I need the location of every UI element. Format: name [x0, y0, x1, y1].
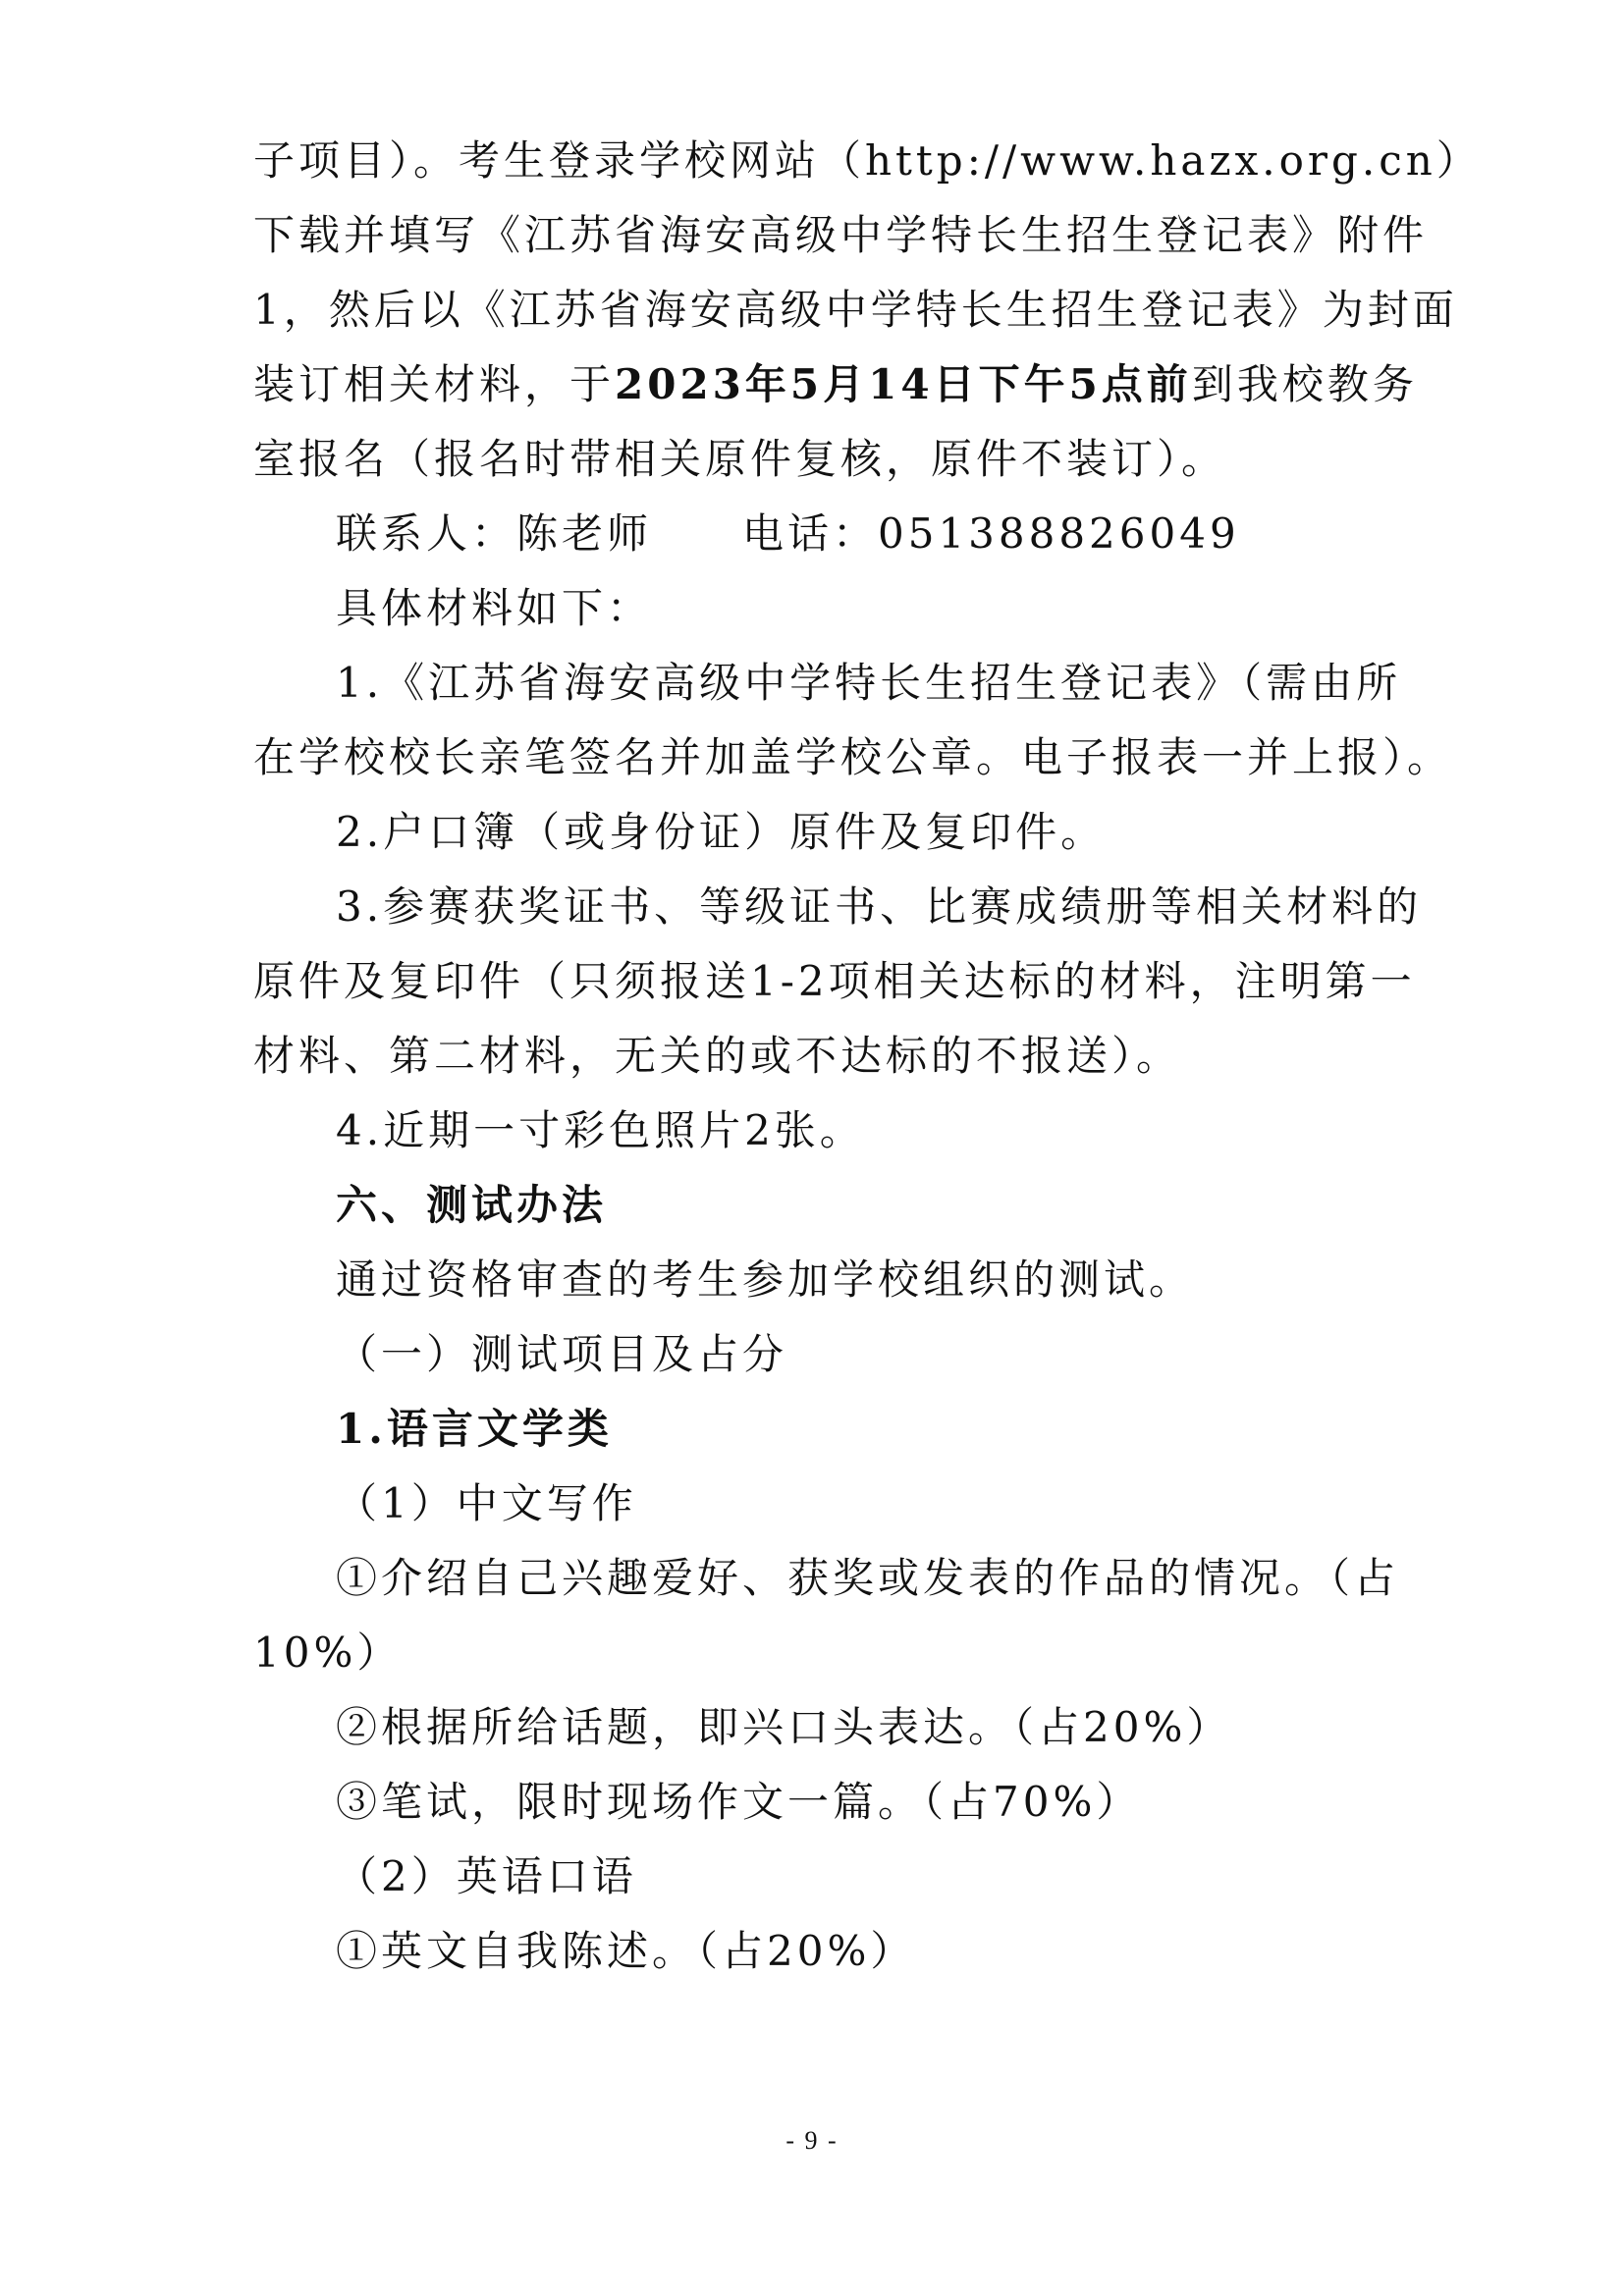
- list-item: 3.参赛获奖证书、等级证书、比赛成绩册等相关材料的: [336, 882, 1423, 931]
- body-paragraph-line: ①英文自我陈述。（占20%）: [336, 1927, 916, 1975]
- list-item-continuation: 原件及复印件（只须报送1-2项相关达标的材料，注明第一: [253, 957, 1416, 1005]
- body-paragraph-line: [253, 357, 1418, 412]
- list-item: 2.户口簿（或身份证）原件及复印件。: [336, 808, 1107, 856]
- list-item-continuation: 在学校校长亲笔签名并加盖学校公章。电子报表一并上报）。: [253, 733, 1453, 781]
- body-paragraph-line: ③笔试，限时现场作文一篇。（占70%）: [336, 1778, 1142, 1826]
- body-paragraph-line: 具体材料如下：: [336, 584, 653, 632]
- list-item-continuation: 材料、第二材料，无关的或不达标的不报送）。: [253, 1032, 1182, 1080]
- category-heading: 1.语言文学类: [336, 1405, 613, 1453]
- page-number: - 9 -: [785, 2126, 839, 2155]
- body-paragraph-line: 1，然后以《江苏省海安高级中学特长生招生登记表》为封面: [253, 286, 1458, 334]
- body-text: 到我校教务: [1191, 360, 1418, 408]
- body-paragraph-line: 子项目）。考生登录学校网站（http://www.hazx.org.cn）: [253, 136, 1482, 185]
- body-paragraph-line: ②根据所给话题，即兴口头表达。（占20%）: [336, 1703, 1232, 1751]
- body-paragraph-line: 室报名（报名时带相关原件复核，原件不装订）。: [253, 435, 1227, 483]
- deadline-emphasis: 2023年5月14日下午5点前: [615, 360, 1192, 408]
- body-paragraph-line: 通过资格审查的考生参加学校组织的测试。: [336, 1255, 1195, 1304]
- body-text: 装订相关材料，于: [253, 360, 616, 408]
- list-item: 4.近期一寸彩色照片2张。: [336, 1106, 865, 1154]
- body-paragraph-line: ①介绍自己兴趣爱好、获奖或发表的作品的情况。（占: [336, 1554, 1400, 1602]
- body-paragraph-line: 下载并填写《江苏省海安高级中学特长生招生登记表》附件: [253, 211, 1429, 259]
- list-item: 1.《江苏省海安高级中学特长生招生登记表》（需由所: [336, 659, 1402, 707]
- subsection-heading: （一）测试项目及占分: [336, 1330, 788, 1378]
- item-heading: （1）中文写作: [336, 1479, 637, 1527]
- contact-line: 联系人：陈老师 电话：051388826049: [336, 509, 1240, 558]
- item-heading: （2）英语口语: [336, 1852, 637, 1900]
- body-paragraph-line: 10%）: [253, 1629, 403, 1677]
- section-heading: 六、测试办法: [336, 1181, 608, 1229]
